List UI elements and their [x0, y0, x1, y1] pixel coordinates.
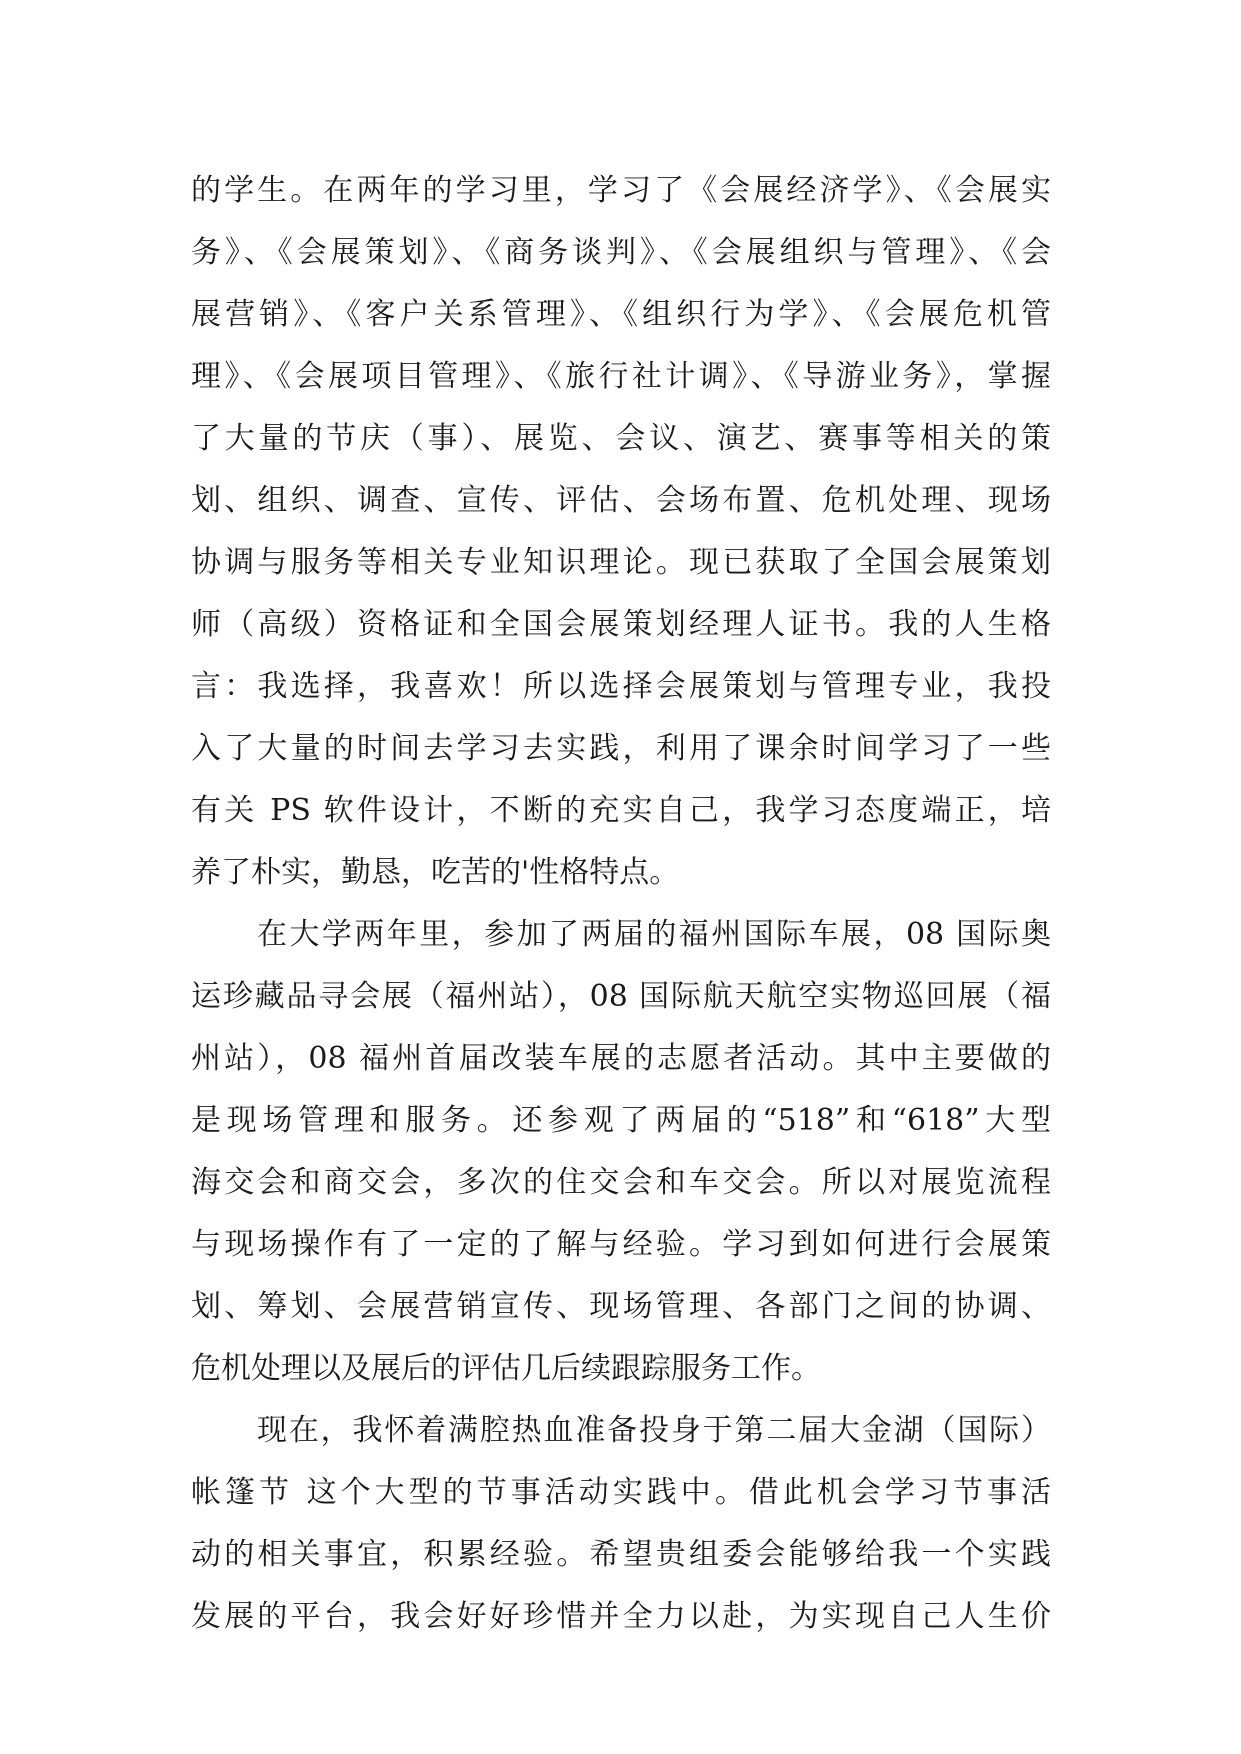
- text-line: 现在，我怀着满腔热血准备投身于第二届大金湖（国际）: [257, 1413, 1051, 1448]
- text-line: 师（高级）资格证和全国会展策划经理人证书。我的人生格: [191, 607, 1051, 642]
- text-line: 养了朴实，勤恳，吃苦的'性格特点。: [191, 855, 680, 890]
- document-body: [191, 160, 1051, 1648]
- text-line: 展营销》、《客户关系管理》、《组织行为学》、《会展危机管: [191, 297, 1051, 332]
- paragraph-2: [191, 904, 1051, 1400]
- text-line: 协调与服务等相关专业知识理论。现已获取了全国会展策划: [191, 545, 1051, 580]
- text-line: 入了大量的时间去学习去实践，利用了课余时间学习了一些: [191, 731, 1051, 766]
- text-line: 在大学两年里，参加了两届的福州国际车展，08 国际奥: [257, 917, 1051, 952]
- paragraph-3: [191, 1400, 1051, 1648]
- text-line: 危机处理以及展后的评估几后续跟踪服务工作。: [191, 1351, 821, 1386]
- text-line: 务》、《会展策划》、《商务谈判》、《会展组织与管理》、《会: [191, 235, 1051, 270]
- paragraph-1: [191, 160, 1051, 904]
- text-line: 了大量的节庆（事）、展览、会议、演艺、赛事等相关的策: [191, 421, 1051, 456]
- text-line: 言：我选择，我喜欢！所以选择会展策划与管理专业，我投: [191, 669, 1051, 704]
- text-line: 发展的平台，我会好好珍惜并全力以赴，为实现自己人生价: [191, 1599, 1051, 1634]
- text-line: 运珍藏品寻会展（福州站），08 国际航天航空实物巡回展（福: [191, 979, 1051, 1014]
- text-line: 划、筹划、会展营销宣传、现场管理、各部门之间的协调、: [191, 1289, 1051, 1324]
- text-line: 有关 PS 软件设计，不断的充实自己，我学习态度端正，培: [191, 793, 1051, 828]
- text-line: 理》、《会展项目管理》、《旅行社计调》、《导游业务》，掌握: [191, 359, 1051, 394]
- text-line: 的学生。在两年的学习里，学习了《会展经济学》、《会展实: [191, 173, 1051, 208]
- text-line: 海交会和商交会，多次的住交会和车交会。所以对展览流程: [191, 1165, 1051, 1200]
- text-line: 划、组织、调查、宣传、评估、会场布置、危机处理、现场: [191, 483, 1051, 518]
- text-line: 动的相关事宜，积累经验。希望贵组委会能够给我一个实践: [191, 1537, 1051, 1572]
- text-line: 帐篷节 这个大型的节事活动实践中。借此机会学习节事活: [191, 1475, 1051, 1510]
- text-line: 与现场操作有了一定的了解与经验。学习到如何进行会展策: [191, 1227, 1051, 1262]
- text-line: 州站），08 福州首届改装车展的志愿者活动。其中主要做的: [191, 1041, 1051, 1076]
- text-line: 是现场管理和服务。还参观了两届的“518”和“618”大型: [191, 1103, 1051, 1138]
